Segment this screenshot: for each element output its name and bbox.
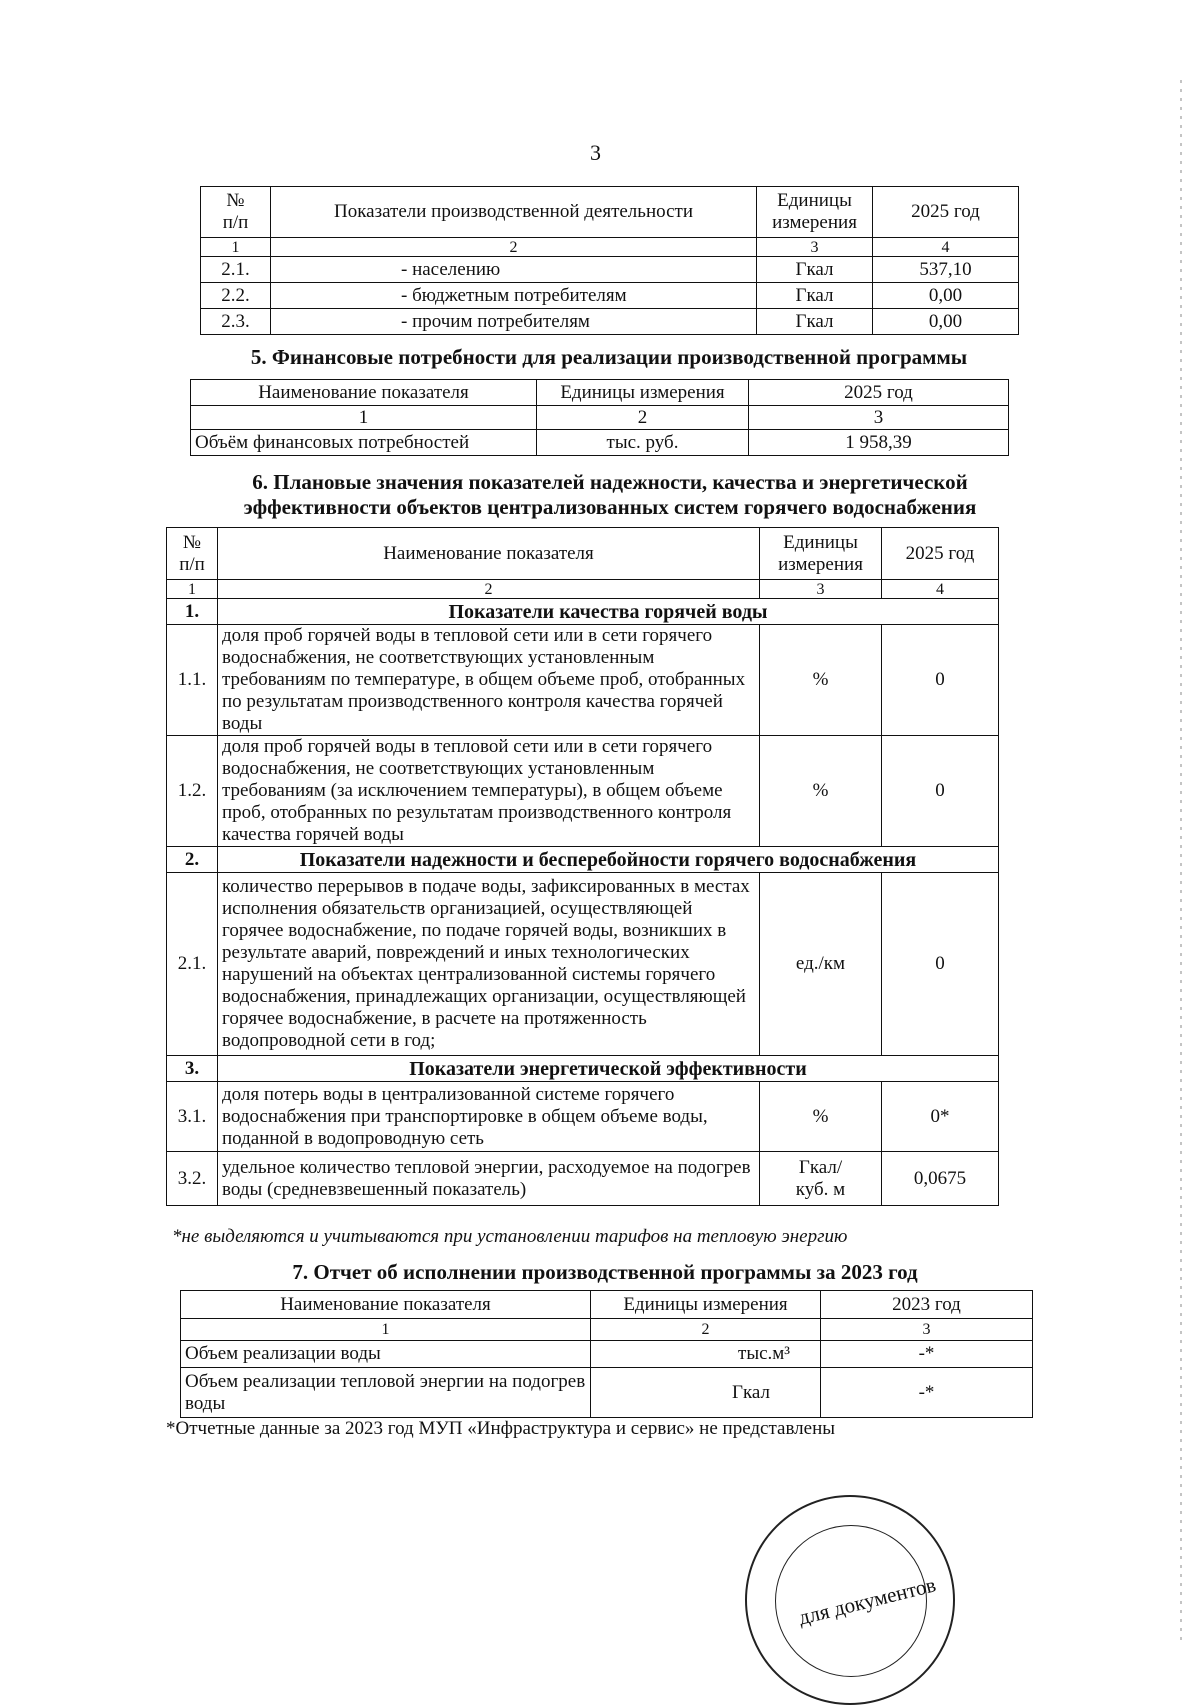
row-value: 0,0675 [882, 1152, 999, 1206]
group-row [167, 847, 999, 873]
row-value: 0,00 [873, 283, 1019, 309]
table-row [167, 625, 999, 736]
stamp-center-text: для документов [796, 1572, 939, 1630]
table-row [201, 257, 1019, 283]
table-row [167, 736, 999, 847]
header-year: 2025 год [873, 187, 1019, 238]
table-row [167, 1082, 999, 1152]
group-num: 2. [167, 847, 218, 873]
table-row [181, 1341, 1033, 1368]
row-value: 0 [882, 625, 999, 736]
header-unit: Единицы измерения [591, 1291, 821, 1319]
row-value: 1 958,39 [749, 430, 1009, 456]
group-num: 1. [167, 599, 218, 625]
group-title: Показатели качества горячей воды [218, 599, 999, 625]
group-title: Показатели энергетической эффективности [218, 1056, 999, 1082]
col-num: 4 [873, 238, 1019, 257]
row-label: количество перерывов в подаче воды, зафиксированных в местах исполнения обязательств организацией, осуществляющей горячее водоснабжение, по подаче горячей воды, возникших в результате аварий, повреждений и иных технологических нарушений на объектах централизованной системы горячего водоснабжения, принадлежащих организации, осуществляющей горячее водоснабжение, в расчете на протяженность водопроводной сети в год; [218, 873, 760, 1056]
row-unit: тыс.м³ [591, 1341, 821, 1368]
col-num: 3 [757, 238, 873, 257]
row-unit: Гкал/ куб. м [760, 1152, 882, 1206]
official-stamp [745, 1495, 955, 1705]
col-num: 3 [749, 406, 1009, 430]
row-value: -* [821, 1368, 1033, 1418]
header-indicator: Показатели производственной деятельности [271, 187, 757, 238]
table-row [201, 309, 1019, 335]
row-unit: Гкал [591, 1368, 821, 1418]
col-num: 3 [760, 580, 882, 599]
col-num: 4 [882, 580, 999, 599]
group-num: 3. [167, 1056, 218, 1082]
col-num: 1 [201, 238, 271, 257]
row-num: 2.2. [201, 283, 271, 309]
group-title: Показатели надежности и бесперебойности горячего водоснабжения [218, 847, 999, 873]
section6-title-line1: 6. Плановые значения показателей надежности, качества и энергетической [252, 470, 968, 494]
row-num: 1.1. [167, 625, 218, 736]
col-num: 3 [821, 1319, 1033, 1341]
row-label: - бюджетным потребителям [271, 283, 757, 309]
indicators-table [166, 527, 999, 1206]
row-unit: % [760, 625, 882, 736]
header-unit: Единицы измерения [757, 187, 873, 238]
group-row [167, 599, 999, 625]
row-num: 2.1. [201, 257, 271, 283]
col-num: 1 [167, 580, 218, 599]
row-value: -* [821, 1341, 1033, 1368]
header-year: 2025 год [882, 528, 999, 580]
row-label: удельное количество тепловой энергии, расходуемое на подогрев воды (средневзвешенный показатель) [218, 1152, 760, 1206]
row-unit: Гкал [757, 257, 873, 283]
row-num: 1.2. [167, 736, 218, 847]
header-num: № п/п [201, 187, 271, 238]
row-num: 3.1. [167, 1082, 218, 1152]
row-unit: тыс. руб. [537, 430, 749, 456]
row-unit: Гкал [757, 309, 873, 335]
header-indicator: Наименование показателя [218, 528, 760, 580]
row-unit: % [760, 1082, 882, 1152]
header-unit: Единицы измерения [537, 380, 749, 406]
row-label: Объем реализации тепловой энергии на подогрев воды [181, 1368, 591, 1418]
header-indicator: Наименование показателя [181, 1291, 591, 1319]
section5-title: 5. Финансовые потребности для реализации производственной программы [250, 345, 968, 369]
col-num: 2 [218, 580, 760, 599]
header-indicator: Наименование показателя [191, 380, 537, 406]
page-number: 3 [590, 140, 601, 165]
row-value: 0* [882, 1082, 999, 1152]
table-row [201, 283, 1019, 309]
row-unit: ед./км [760, 873, 882, 1056]
table-row [181, 1368, 1033, 1418]
section7-title: 7. Отчет об исполнении производственной программы за 2023 год [292, 1260, 918, 1284]
table-row [167, 1152, 999, 1206]
row-label: Объем реализации воды [181, 1341, 591, 1368]
scan-edge-artifact [1180, 80, 1182, 1640]
section6-footnote: *не выделяются и учитываются при установлении тарифов на тепловую энергию [172, 1226, 848, 1247]
col-num: 1 [191, 406, 537, 430]
row-label: - населению [271, 257, 757, 283]
col-num: 1 [181, 1319, 591, 1341]
row-value: 537,10 [873, 257, 1019, 283]
row-unit: % [760, 736, 882, 847]
row-label: доля потерь воды в централизованной системе горячего водоснабжения при транспортировке в общем объеме воды, поданной в водопроводную сеть [218, 1082, 760, 1152]
col-num: 2 [537, 406, 749, 430]
table-row [167, 873, 999, 1056]
section7-footnote: *Отчетные данные за 2023 год МУП «Инфраструктура и сервис» не представлены [166, 1418, 836, 1439]
row-label: Объём финансовых потребностей [191, 430, 537, 456]
financial-table [190, 379, 1009, 456]
header-num: № п/п [167, 528, 218, 580]
row-num: 2.3. [201, 309, 271, 335]
row-label: доля проб горячей воды в тепловой сети или в сети горячего водоснабжения, не соответствующих установленным требованиям по температуре, в общем объеме проб, отобранных по результатам производственного контроля качества горячей воды [218, 625, 760, 736]
table-row [191, 430, 1009, 456]
row-num: 2.1. [167, 873, 218, 1056]
header-year: 2025 год [749, 380, 1009, 406]
section6-title-line2: эффективности объектов централизованных систем горячего водоснабжения [243, 495, 977, 519]
col-num: 2 [271, 238, 757, 257]
production-table [200, 186, 1019, 335]
row-unit: Гкал [757, 283, 873, 309]
row-value: 0,00 [873, 309, 1019, 335]
row-label: - прочим потребителям [271, 309, 757, 335]
row-num: 3.2. [167, 1152, 218, 1206]
row-label: доля проб горячей воды в тепловой сети или в сети горячего водоснабжения, не соответствующих установленным требованиям (за исключением температуры), в общем объеме проб, отобранных по результатам производственного контроля качества горячей воды [218, 736, 760, 847]
header-year: 2023 год [821, 1291, 1033, 1319]
group-row [167, 1056, 999, 1082]
report-table [180, 1290, 1033, 1418]
col-num: 2 [591, 1319, 821, 1341]
header-unit: Единицы измерения [760, 528, 882, 580]
row-value: 0 [882, 873, 999, 1056]
row-value: 0 [882, 736, 999, 847]
